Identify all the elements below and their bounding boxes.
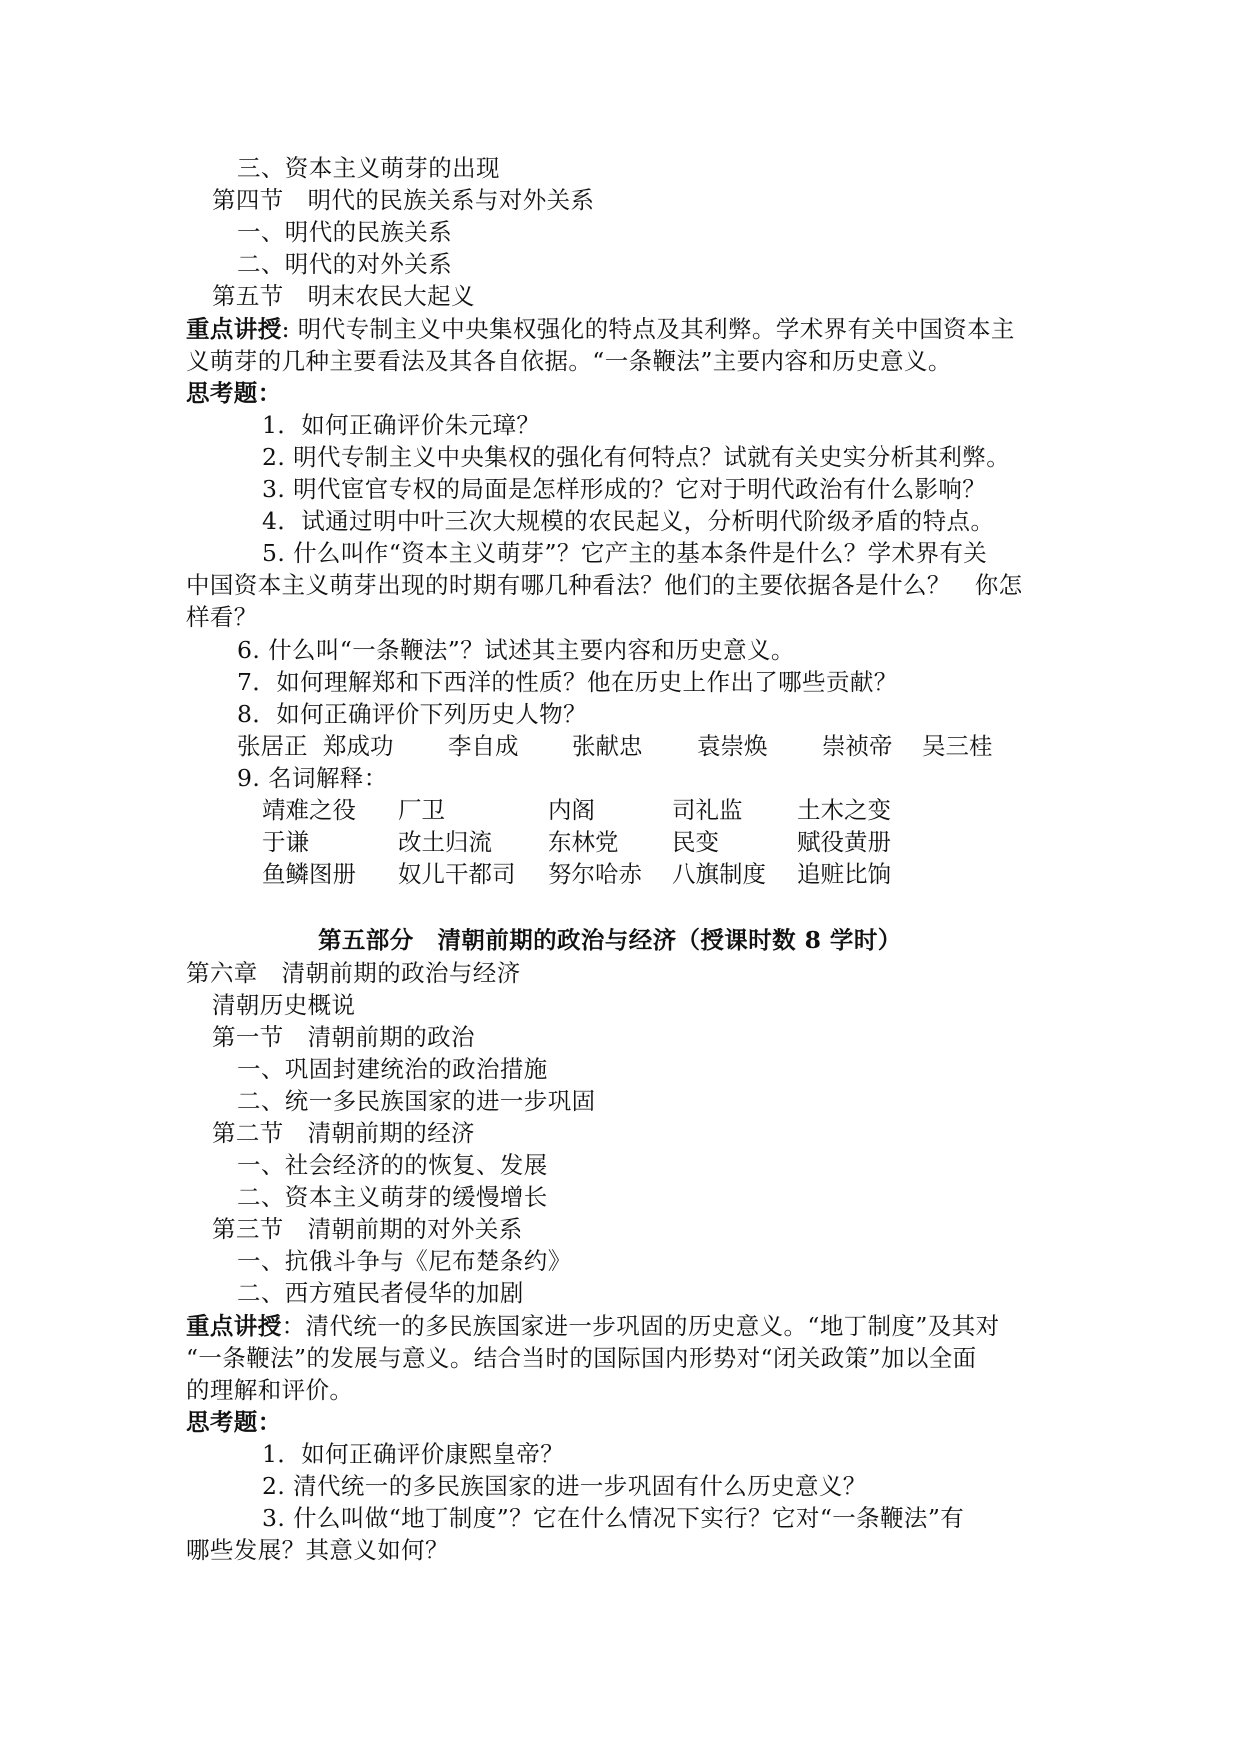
term: 土木之变 xyxy=(797,796,891,824)
focus-paragraph-line: 的理解和评价。 xyxy=(186,1376,354,1404)
outline-item: 一、明代的民族关系 xyxy=(237,218,453,246)
question-continuation: 样看？ xyxy=(186,603,258,631)
question-item: 9. 名词解释： xyxy=(237,764,388,792)
term: 鱼鳞图册 xyxy=(262,860,356,888)
focus-text: : 明代专制主义中央集权强化的特点及其利弊。学术界有关中国资本主 xyxy=(281,315,1015,343)
section-heading: 第四节 明代的民族关系与对外关系 xyxy=(212,186,595,214)
question-continuation: 中国资本主义萌芽出现的时期有哪几种看法？他们的主要依据各是什么？ 你怎 xyxy=(186,571,1023,599)
question-item: 2. 明代专制主义中央集权的强化有何特点？试就有关史实分析其利弊。 xyxy=(262,443,1011,471)
focus-paragraph-line xyxy=(186,313,1015,345)
term: 奴儿干都司 xyxy=(398,860,516,888)
term: 八旗制度 xyxy=(672,860,766,888)
questions-label: 思考题： xyxy=(186,379,282,407)
outline-item: 一、社会经济的的恢复、发展 xyxy=(237,1151,548,1179)
focus-paragraph-line: “一条鞭法”的发展与意义。结合当时的国际国内形势对“闭关政策”加以全面 xyxy=(186,1344,977,1372)
question-item: 1．如何正确评价朱元璋？ xyxy=(262,411,541,439)
question-continuation: 哪些发展？其意义如何？ xyxy=(186,1536,449,1564)
question-item: 1．如何正确评价康熙皇帝？ xyxy=(262,1440,565,1468)
section-heading: 第三节 清朝前期的对外关系 xyxy=(212,1215,523,1243)
term: 改土归流 xyxy=(398,828,492,856)
section-heading: 第二节 清朝前期的经济 xyxy=(212,1119,475,1147)
outline-item: 一、抗俄斗争与《尼布楚条约》 xyxy=(237,1247,572,1275)
outline-item: 二、明代的对外关系 xyxy=(237,250,453,278)
section-heading: 第五节 明末农民大起义 xyxy=(212,282,475,310)
outline-item: 清朝历史概说 xyxy=(212,991,356,1019)
focus-label: 重点讲授 xyxy=(186,315,282,343)
term: 努尔哈赤 xyxy=(548,860,642,888)
term: 司礼监 xyxy=(672,796,743,824)
question-item: 2. 清代统一的多民族国家的进一步巩固有什么历史意义？ xyxy=(262,1472,867,1500)
focus-label: 重点讲授 xyxy=(186,1312,282,1340)
outline-item: 一、巩固封建统治的政治措施 xyxy=(237,1055,548,1083)
outline-item: 三、资本主义萌芽的出现 xyxy=(237,154,500,182)
focus-text: ：清代统一的多民族国家进一步巩固的历史意义。“地丁制度”及其对 xyxy=(281,1312,1000,1340)
person-name: 李自成 xyxy=(448,732,519,760)
question-item: 7．如何理解郑和下西洋的性质？他在历史上作出了哪些贡献？ xyxy=(237,668,898,696)
term: 内阁 xyxy=(548,796,595,824)
focus-paragraph-line: 义萌芽的几种主要看法及其各自依据。“一条鞭法”主要内容和历史意义。 xyxy=(186,347,952,375)
outline-item: 二、资本主义萌芽的缓慢增长 xyxy=(237,1183,548,1211)
term: 靖难之役 xyxy=(262,796,356,824)
part-title: 第五部分 清朝前期的政治与经济（授课时数 8 学时） xyxy=(318,926,902,954)
questions-label: 思考题： xyxy=(186,1408,282,1436)
term: 于谦 xyxy=(262,828,309,856)
outline-item: 二、西方殖民者侵华的加剧 xyxy=(237,1279,524,1307)
question-item: 5. 什么叫作“资本主义萌芽”？它产主的基本条件是什么？学术界有关 xyxy=(262,539,988,567)
section-heading: 第一节 清朝前期的政治 xyxy=(212,1023,475,1051)
question-item: 8．如何正确评价下列历史人物？ xyxy=(237,700,587,728)
person-name: 张献忠 xyxy=(572,732,643,760)
question-item: 3. 明代宦官专权的局面是怎样形成的？它对于明代政治有什么影响？ xyxy=(262,475,987,503)
term: 赋役黄册 xyxy=(797,828,891,856)
person-name: 袁崇焕 xyxy=(697,732,768,760)
question-item: 4．试通过明中叶三次大规模的农民起义，分析明代阶级矛盾的特点。 xyxy=(262,507,995,535)
term: 东林党 xyxy=(548,828,619,856)
person-name: 崇祯帝 xyxy=(822,732,893,760)
term: 追赃比饷 xyxy=(797,860,891,888)
question-item: 3. 什么叫做“地丁制度”？它在什么情况下实行？它对“一条鞭法”有 xyxy=(262,1504,965,1532)
chapter-heading: 第六章 清朝前期的政治与经济 xyxy=(186,959,521,987)
focus-paragraph-line xyxy=(186,1310,1000,1342)
term: 厂卫 xyxy=(398,796,445,824)
person-name: 吴三桂 xyxy=(922,732,993,760)
outline-item: 二、统一多民族国家的进一步巩固 xyxy=(237,1087,596,1115)
question-item: 6. 什么叫“一条鞭法”？试述其主要内容和历史意义。 xyxy=(237,636,795,664)
person-name: 郑成功 xyxy=(323,732,394,760)
person-name: 张居正 xyxy=(237,732,308,760)
term: 民变 xyxy=(672,828,719,856)
